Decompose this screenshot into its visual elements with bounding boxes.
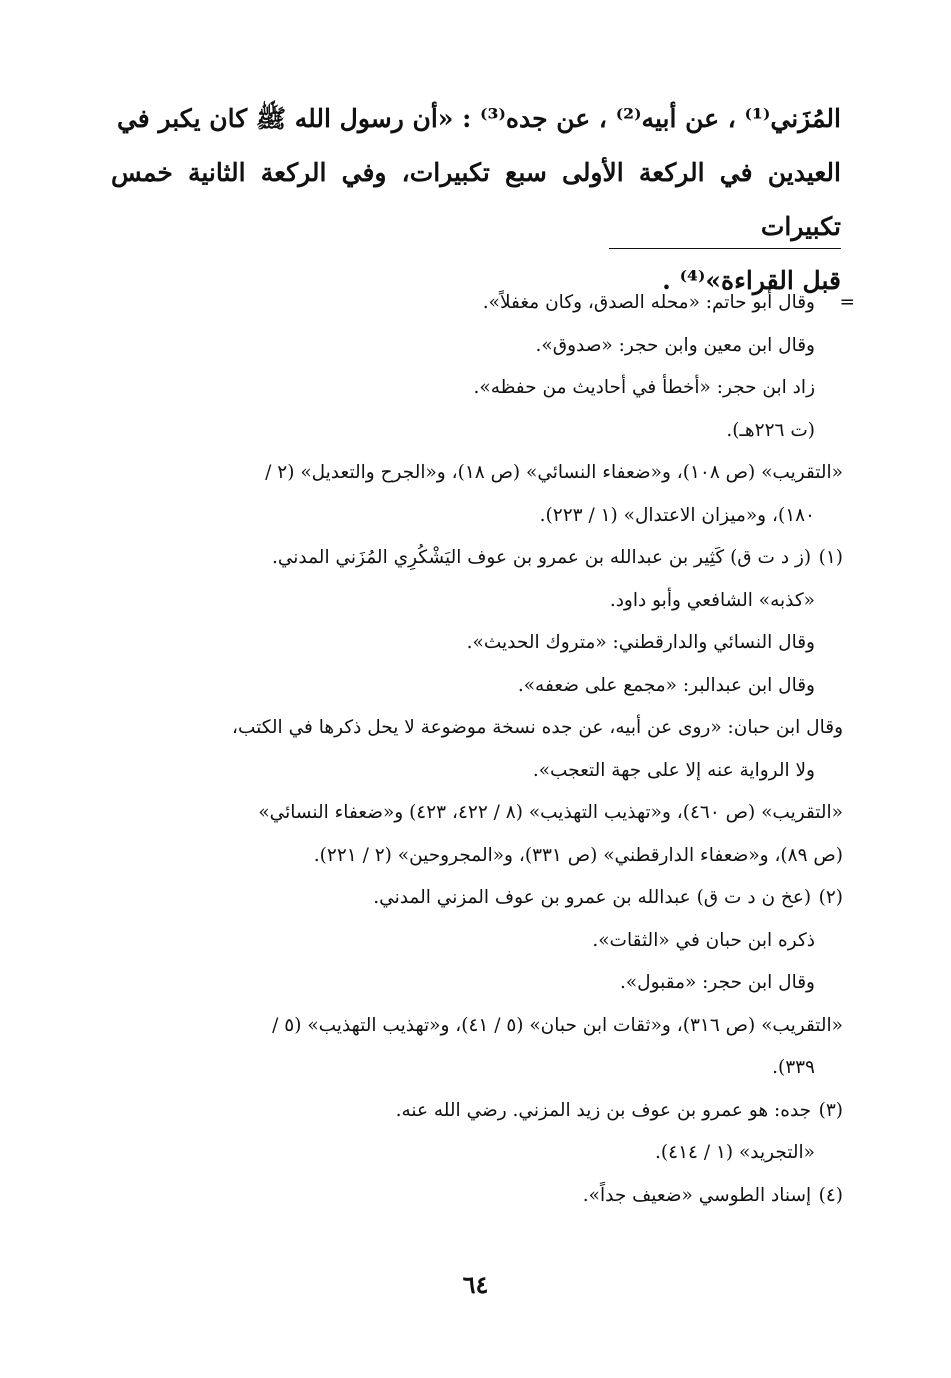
- continuation-line: وقال ابن معين وابن حجر: «صدوق».: [535, 334, 815, 356]
- footnote-2-head-text: (عخ ن د ت ق) عبدالله بن عمرو بن عوف المزني المدني.: [373, 887, 812, 908]
- footnote-separator: [609, 248, 841, 249]
- continuation-line: وقال أبو حاتم: «محله الصدق، وكان مغفلاً».: [482, 292, 815, 313]
- main-text-line-3: قبل القراءة»⁽⁴⁾ .: [662, 266, 841, 295]
- continuation-refs-line: ١٨٠)، و«ميزان الاعتدال» (١ / ٢٢٣).: [539, 504, 815, 526]
- footnotes: [111, 282, 843, 1217]
- footnote-1-line: ولا الرواية عنه إلا على جهة التعجب».: [532, 759, 815, 781]
- footnote-2-line: وقال ابن حجر: «مقبول».: [619, 972, 815, 993]
- continuation-mark: =: [839, 292, 855, 313]
- footnote-3-head: [111, 1090, 843, 1133]
- footnote-2-number: (٢): [818, 887, 843, 908]
- footnote-4-head: [111, 1175, 843, 1218]
- continuation-line: زاد ابن حجر: «أخطأ في أحاديث من حفظه».: [473, 377, 815, 398]
- main-text: [111, 92, 841, 308]
- footnote-2-refs: «التقريب» (ص ٣١٦)، و«ثقات ابن حبان» (٥ / ٤١)، و«تهذيب التهذيب» (٥ /: [272, 1014, 843, 1036]
- footnote-3-head-text: جده: هو عمرو بن عوف بن زيد المزني. رضي الله عنه.: [395, 1099, 812, 1121]
- footnote-4-number: (٤): [818, 1184, 843, 1206]
- page-number: ٦٤: [462, 1270, 489, 1299]
- main-text-line-1: المُزَني⁽¹⁾ ، عن أبيه⁽²⁾ ، عن جده⁽³⁾ : «أن رسول الله ﷺ كان يكبر في: [116, 104, 841, 133]
- footnote-4-head-text: إسناد الطوسي «ضعيف جداً».: [582, 1184, 812, 1206]
- footnote-1-line: وقال النسائي والدارقطني: «متروك الحديث».: [466, 632, 815, 653]
- footnote-1-number: (١): [818, 547, 843, 568]
- footnote-1-refs: (ص ٨٩)، و«ضعفاء الدارقطني» (ص ٣٣١)، و«المجروحين» (٢ / ٢٢١).: [313, 844, 843, 866]
- footnote-1-line: وقال ابن حبان: «روى عن أبيه، عن جده نسخة موضوعة لا يحل ذكرها في الكتب،: [231, 717, 843, 738]
- footnote-2-line: ذكره ابن حبان في «الثقات».: [592, 929, 815, 951]
- footnote-1-refs: «التقريب» (ص ٤٦٠)، و«تهذيب التهذيب» (٨ / ٤٢٢، ٤٢٣) و«ضعفاء النسائي»: [258, 802, 843, 823]
- continuation-line: (ت ٢٢٦هـ).: [726, 419, 815, 441]
- footnote-1-head-text: (ز د ت ق) كَثِير بن عبدالله بن عمرو بن عوف اليَشْكُرِي المُزَني المدني.: [271, 547, 812, 568]
- footnote-3-line: «التجريد» (١ / ٤١٤).: [655, 1142, 815, 1163]
- main-text-line-2: العيدين في الركعة الأولى سبع تكبيرات، وفي الركعة الثانية خمس تكبيرات: [111, 158, 841, 241]
- footnote-2-refs: ٣٣٩).: [772, 1057, 815, 1078]
- footnote-1-line: «كذبه» الشافعي وأبو داود.: [609, 589, 815, 611]
- footnote-3-number: (٣): [818, 1099, 843, 1121]
- footnote-1-line: وقال ابن عبدالبر: «مجمع على ضعفه».: [517, 674, 815, 696]
- footnote-2-head: [111, 877, 843, 920]
- footnote-1-head: [111, 537, 843, 580]
- continuation-refs-line: «التقريب» (ص ١٠٨)، و«ضعفاء النسائي» (ص ١٨)، و«الجرح والتعديل» (٢ /: [265, 462, 843, 483]
